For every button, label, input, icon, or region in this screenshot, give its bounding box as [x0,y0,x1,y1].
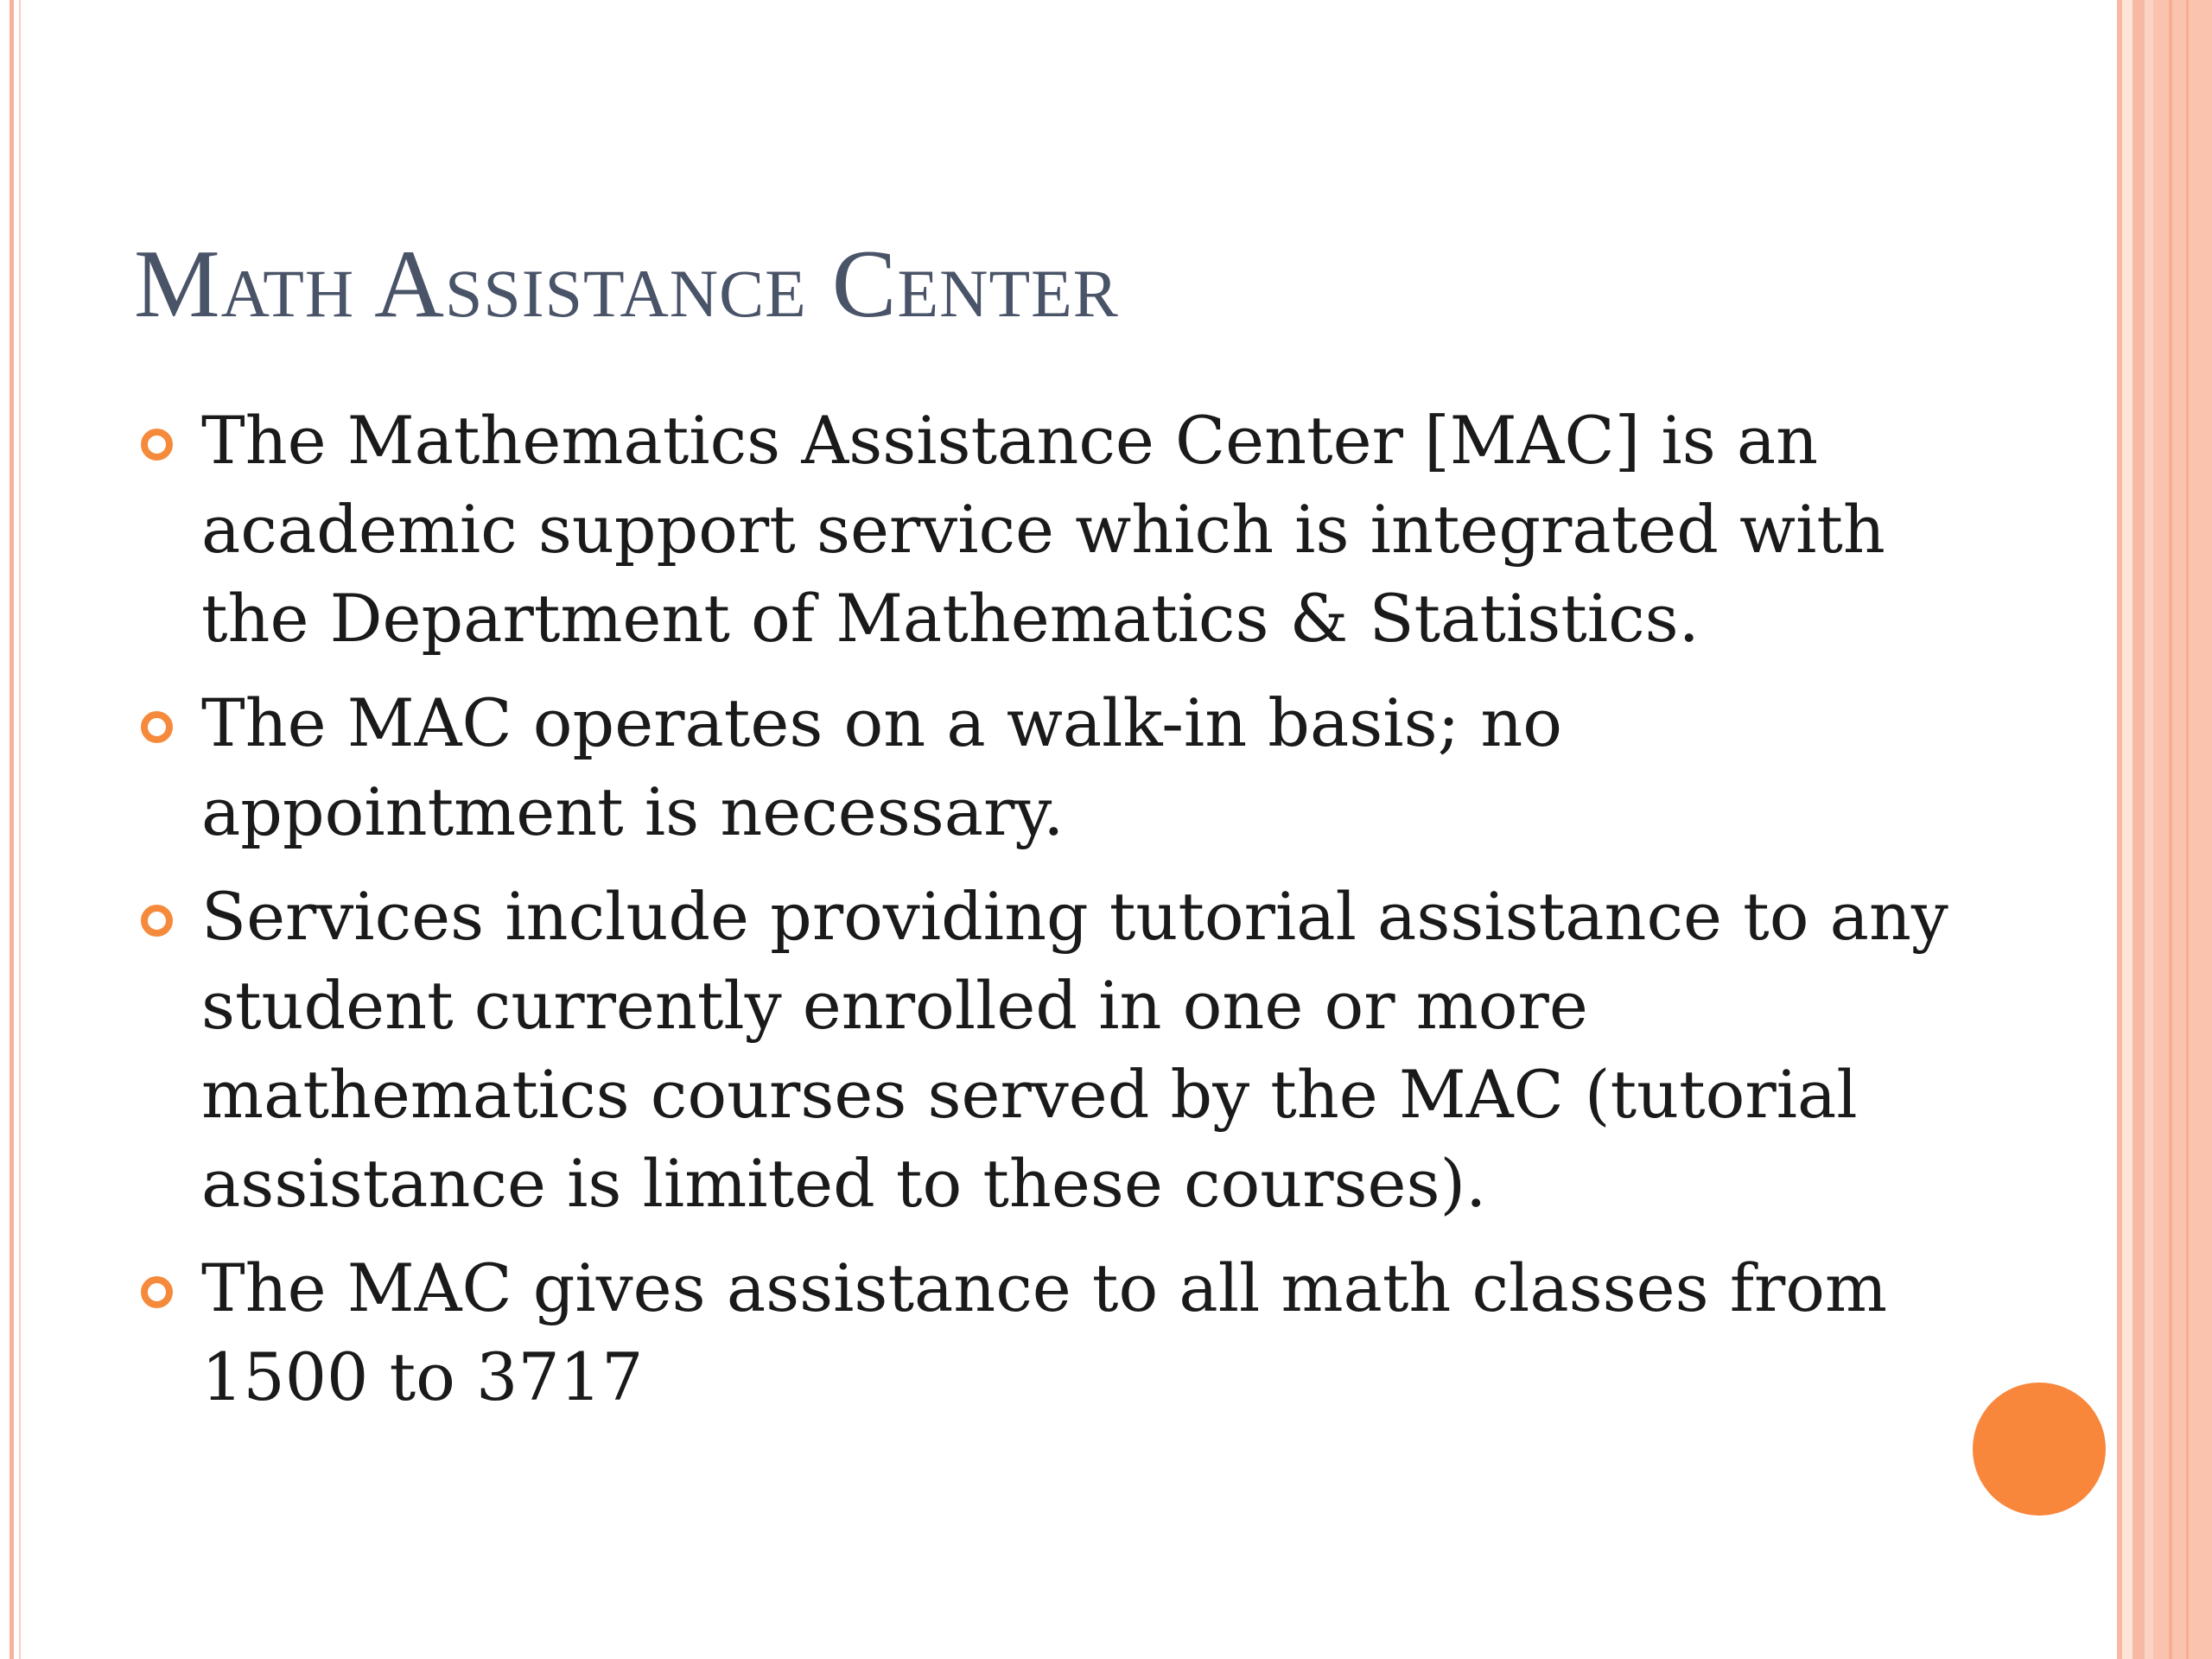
right-border-stripe [2133,0,2145,1659]
bullet-item [134,678,1948,856]
bullet-text: Services include providing tutorial assistance to any student currently enrolled in one or more mathematics courses served by the MAC (tutorial assistance is limited to these courses). [201,878,1948,1222]
orange-circle-decoration [1973,1382,2106,1516]
bullet-item [134,396,1948,663]
orange-ring-bullet-icon [141,429,173,461]
orange-ring-bullet-icon [141,711,173,743]
bullet-item [134,1243,1948,1421]
left-border-line [10,0,14,1659]
right-border-stripe [2122,0,2133,1659]
right-border-stripe [2145,0,2153,1659]
bullet-item [134,872,1948,1228]
bullet-text: The MAC gives assistance to all math classes from 1500 to 3717 [201,1249,1888,1415]
bullet-text: The Mathematics Assistance Center [MAC] is an academic support service which is integrated with the Department of Mathematics & Statistics. [201,402,1885,657]
orange-ring-bullet-icon [141,1276,173,1308]
right-border-stripe [2169,0,2172,1659]
right-border-stripe [2153,0,2212,1659]
left-border-line-inner [19,0,21,1659]
orange-ring-bullet-icon [141,905,173,937]
slide-title: Math Assistance Center [134,231,1119,338]
right-border-stripe [2186,0,2189,1659]
bullet-list [134,396,1948,1437]
bullet-text: The MAC operates on a walk-in basis; no appointment is necessary. [201,684,1563,850]
